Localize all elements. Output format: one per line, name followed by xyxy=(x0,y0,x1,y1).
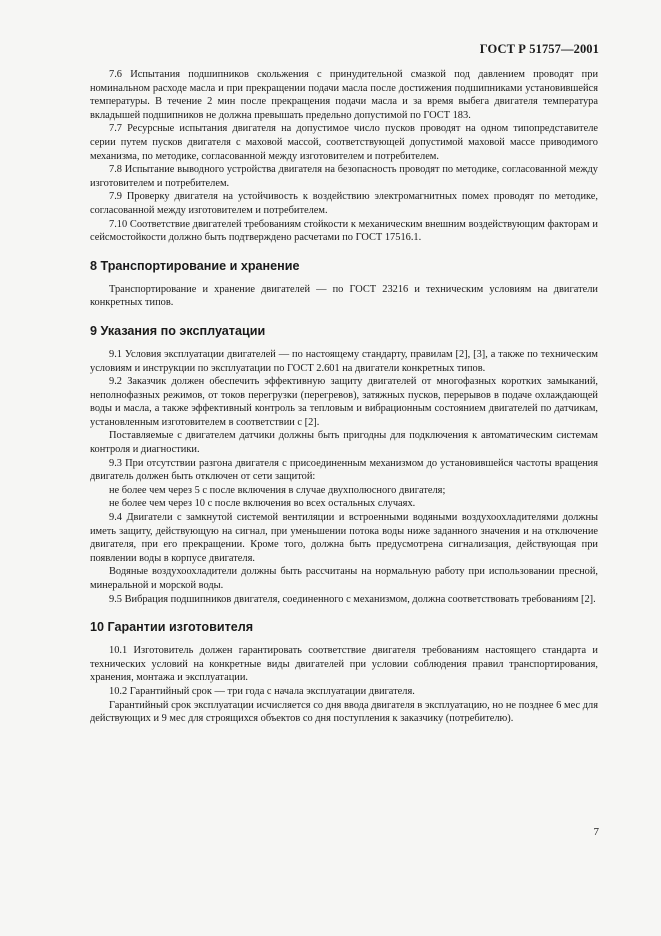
paragraph-7-7: 7.7 Ресурсные испытания двигателя на допустимое число пусков проводят на одном типопредставителе серии путем пусков двигателя с маховой массой, соответствующей допустимой маховой массе приводимого механизма, по методике, согласованной между изготовителем и потребителем. xyxy=(90,123,598,162)
paragraph-9-1: 9.1 Условия эксплуатации двигателей — по настоящему стандарту, правилам [2], [3], а также по техническим условиям и инструкции по эксплуатации по ГОСТ 2.601 на двигатели конкретных типов. xyxy=(90,348,598,374)
page-number: 7 xyxy=(593,826,599,838)
document-header: ГОСТ Р 51757—2001 xyxy=(479,42,599,56)
paragraph-7-10: 7.10 Соответствие двигателей требованиям стойкости к механическим внешним воздействующим факторам и сейсмостойкости должно быть подтверждено расчетами по ГОСТ 17516.1. xyxy=(90,218,598,244)
paragraph-10-2-term: Гарантийный срок эксплуатации исчисляется со дня ввода двигателя в эксплуатацию, но не позднее 6 мес для действующих и 9 мес для строящихся объектов со дня поступления к заказчику (потребителю). xyxy=(90,699,598,725)
section-8-heading: 8 Транспортирование и хранение xyxy=(90,258,300,273)
paragraph-7-9: 7.9 Проверку двигателя на устойчивость к воздействию электромагнитных помех проводят по методике, согласованной между изготовителем и потребителем. xyxy=(90,191,598,216)
paragraph-10-1: 10.1 Изготовитель должен гарантировать соответствие двигателя требованиям настоящего стандарта и технических условий на конкретные виды двигателей при условии соблюдения правил транспортирования, хранения, монтажа и эксплуатации. xyxy=(90,645,598,684)
section-10-heading: 10 Гарантии изготовителя xyxy=(90,620,254,635)
section-8-text: Транспортирование и хранение двигателей — по ГОСТ 23216 и техническим условиям на двигатели конкретных типов. xyxy=(90,283,598,309)
section-9-heading: 9 Указания по эксплуатации xyxy=(90,323,266,338)
list-item-9-3-b: не более чем через 10 с после включения во всех остальных случаях. xyxy=(109,498,416,510)
paragraph-7-6: 7.6 Испытания подшипников скольжения с принудительной смазкой под давлением проводят при номинальном расходе масла и при прекращении подачи масла после достижения подшипниками установившейся температуры. В течение 2 мин после прекращения подачи масла и за время выбега двигателя температура вкладышей подшипников не должна превышать предельно допустимой по ГОСТ 183. xyxy=(90,69,598,121)
paragraph-7-8: 7.8 Испытание выводного устройства двигателя на безопасность проводят по методике, согласованной между изготовителем и потребителем. xyxy=(90,164,598,189)
paragraph-9-3: 9.3 При отсутствии разгона двигателя с присоединенным механизмом до установившейся частоты вращения двигатель должен быть отключен от сети защитой: xyxy=(90,457,598,483)
page-content xyxy=(90,68,598,726)
paragraph-9-5: 9.5 Вибрация подшипников двигателя, соединенного с механизмом, должна соответствовать требованиям [2]. xyxy=(109,593,596,605)
paragraph-9-4: 9.4 Двигатели с замкнутой системой вентиляции и встроенными водяными воздухоохладителями должны иметь защиту, действующую на сигнал, при уменьшении потока воды ниже заданного значения и на отключение двигателя, при его прекращении. Кроме того, должна быть предусмотрена сигнализация, действующая при появлении воды в корпусе двигателя. xyxy=(90,512,598,564)
paragraph-10-2: 10.2 Гарантийный срок — три года с начала эксплуатации двигателя. xyxy=(109,685,415,697)
paragraph-9-4-water: Водяные воздухоохладители должны быть рассчитаны на нормальную работу при использовании пресной, минеральной и морской воды. xyxy=(90,566,598,591)
paragraph-9-2: 9.2 Заказчик должен обеспечить эффективную защиту двигателей от многофазных коротких замыканий, неполнофазных режимов, от токов перегрузки (перегревов), затяжных пусков, перерывов в подаче охлаждающей воды и масла, а также эффективный контроль за тепловым и вибрационным состоянием двигателей по датчикам, установленным изготовителем в соответствии с [2]. xyxy=(90,376,598,428)
paragraph-9-2-sensors: Поставляемые с двигателем датчики должны быть пригодны для подключения к автоматическим системам контроля и диагностики. xyxy=(90,430,598,456)
list-item-9-3-a: не более чем через 5 с после включения в случае двухполюсного двигателя; xyxy=(109,484,446,496)
